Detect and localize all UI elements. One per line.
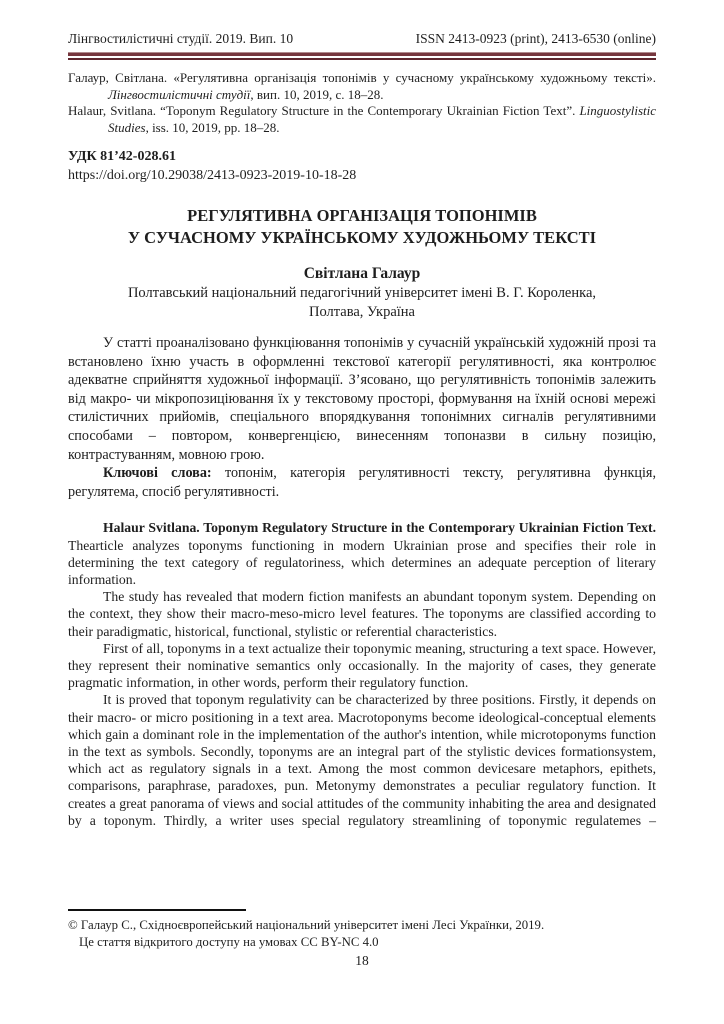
license-line: Це стаття відкритого доступу на умовах CC BY-NC 4.0	[79, 935, 379, 949]
author-affiliation	[68, 284, 656, 321]
abstract-en-heading: Halaur Svitlana. Toponym Regulatory Structure in the Contemporary Ukrainian Fiction Text.	[103, 520, 656, 536]
abstract-ukrainian	[68, 334, 656, 501]
abstract-uk-body: У статті проаналізовано функціювання топонімів у сучасній українській художній прозі та встановлено їхню участь в оформленні текстової категорії регулятивності, яка контролює адекватне сприйняття художньої інформації. З’ясовано, що регулятивність топонімів залежить від макро- чи мікропозиціювання їх у текстовому просторі, формування на їхній основі мережі стилістичних прийомів, спеціального впорядкування топонімних сигналів регулятивними способами – повтором, конвергенцією, винесенням топоназви в сильну позицію, контрастуванням, мовною грою.	[68, 335, 656, 463]
page-footer	[68, 909, 656, 969]
affiliation-line2: Полтава, Україна	[308, 303, 415, 320]
copyright-line: © Галаур С., Східноєвропейський національний університет імені Лесі Українки, 2019.	[68, 918, 545, 932]
header-rule-thick	[68, 52, 656, 56]
citation-ukrainian	[68, 70, 656, 103]
author-name: Світлана Галаур	[303, 265, 421, 282]
citation-uk-journal: Лінгвостилістичні студії	[108, 86, 251, 102]
journal-header	[68, 30, 656, 47]
abstract-en-p1	[68, 519, 656, 588]
abstract-english	[68, 519, 656, 829]
article-title	[68, 205, 656, 249]
doi-link[interactable]: https://doi.org/10.29038/2413-0923-2019-10-18-28	[68, 168, 357, 183]
issn-label: ISSN 2413-0923 (print), 2413-6530 (online)	[415, 31, 656, 46]
affiliation-line1: Полтавський національний педагогічний університет імені В. Г. Короленка,	[127, 285, 597, 301]
citation-en-tail: , iss. 10, 2019, pp. 18–28.	[145, 119, 280, 135]
page-number: 18	[355, 953, 369, 968]
abstract-uk-keywords	[68, 464, 656, 501]
abstract-en-p4: It is proved that toponym regulativity can be characterized by three positions. Firstly, it depends on their macro- or micro positioning in a text area. Macrotoponyms become ideological-conceptual elements which gain a dominant role in the implementation of the author's intention, while microtoponyms function in the text as symbols. Secondly, toponyms are an integral part of the stylistic devices formationsystem, which act as regulatory signals in a text. Among the most common devicesare metaphors, epithets, comparisons, paraphrase, paradoxes, pun. Metonymy demonstrates a peculiar regulatory function. It creates a great panorama of views and social attitudes of the community inhabiting the area and designated by a toponym. Thirdly, a writer uses special regulatory streamlining of toponymic regulatemes –	[68, 692, 656, 828]
abstract-en-p2: The study has revealed that modern fiction manifests an abundant toponym system. Depending on the context, they show their macro-meso-micro level features. The toponyms are classified according to their paradigmatic, historical, functional, stylistic or referential characteristics.	[68, 589, 656, 639]
header-rule-thin	[68, 58, 656, 60]
udc-code: УДК 81’42-028.61	[68, 149, 176, 164]
keywords-list: топонім, категорія регулятивності тексту, регулятивна функція, регулятема, спосіб регулятивності.	[68, 465, 656, 500]
article-title-line2: У СУЧАСНОМУ УКРАЇНСЬКОМУ ХУДОЖНЬОМУ ТЕКСТІ	[127, 228, 597, 247]
doi-row	[68, 166, 656, 185]
copyright-block	[68, 917, 656, 951]
citation-uk-main: Галаур, Світлана. «Регулятивна організація топонімів у сучасному українському художньому тексті».	[68, 70, 656, 85]
citation-en-main: Halaur, Svitlana. “Toponym Regulatory Structure in the Contemporary Ukrainian Fiction Text”.	[68, 103, 580, 118]
citation-block	[68, 70, 656, 136]
article-title-line1: РЕГУЛЯТИВНА ОРГАНІЗАЦІЯ ТОПОНІМІВ	[187, 206, 537, 225]
abstract-en-p3: First of all, toponyms in a text actualize their toponymic meaning, structuring a text space. However, they represent their nominative semantics only occasionally. In the majority of cases, they generate pragmatic information, in other words, perform their regulatory function.	[68, 640, 656, 691]
footnote-separator	[68, 909, 246, 911]
keywords-label: Ключові слова:	[103, 465, 225, 482]
abstract-en-p1-text: Thearticle analyzes toponyms functioning in modern Ukrainian prose and specifies their role in determining the text category of regulatoriness, which determines an adequate perception of literary information.	[68, 537, 656, 587]
journal-title: Лінгвостилістичні студії. 2019. Вип. 10	[68, 31, 294, 46]
citation-en-journal: Linguostylistic Studies	[108, 103, 656, 135]
citation-uk-tail: , вип. 10, 2019, с. 18–28.	[250, 86, 384, 102]
citation-english	[68, 103, 656, 136]
